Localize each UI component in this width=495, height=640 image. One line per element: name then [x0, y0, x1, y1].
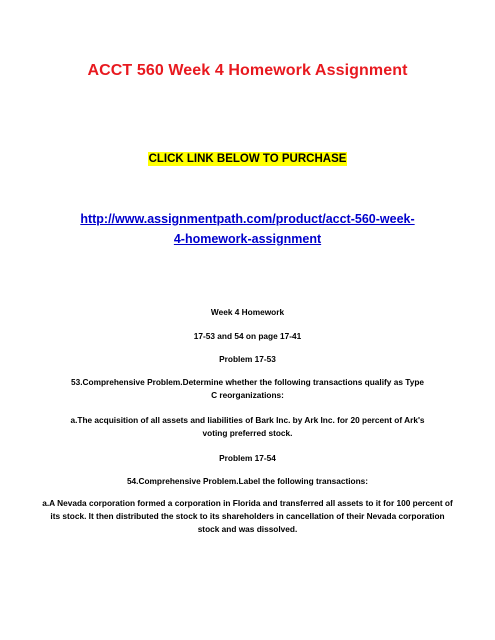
problem-53-part-a: a.The acquisition of all assets and liabilities of Bark Inc. by Ark Inc. for 20 percent of Ark's voting preferred stock. — [70, 415, 425, 438]
problem-53-prompt: 53.Comprehensive Problem.Determine whether the following transactions qualify as Type C reorganizations: — [70, 377, 424, 400]
problem-heading-17-54: Problem 17-54 — [219, 453, 276, 463]
document-title: ACCT 560 Week 4 Homework Assignment — [87, 62, 408, 79]
purchase-callout-label: CLICK LINK BELOW TO PURCHASE — [148, 153, 347, 165]
product-link-container — [0, 209, 495, 249]
problem-54-prompt: 54.Comprehensive Problem.Label the following transactions: — [126, 476, 369, 486]
purchase-callout — [0, 153, 495, 165]
section-heading: Week 4 Homework — [210, 307, 285, 317]
problem-heading-17-53: Problem 17-53 — [219, 354, 276, 364]
assignment-reference: 17-53 and 54 on page 17-41 — [193, 331, 302, 341]
product-link[interactable]: http://www.assignmentpath.com/product/acct-560-week-4-homework-assignment — [80, 212, 415, 246]
problem-54-part-a: a.A Nevada corporation formed a corporation in Florida and transferred all assets to it for 100 percent of its stock. It then distributed the stock to its shareholders in cancellation of their Nevada corporation stock and was dissolved. — [42, 498, 453, 534]
